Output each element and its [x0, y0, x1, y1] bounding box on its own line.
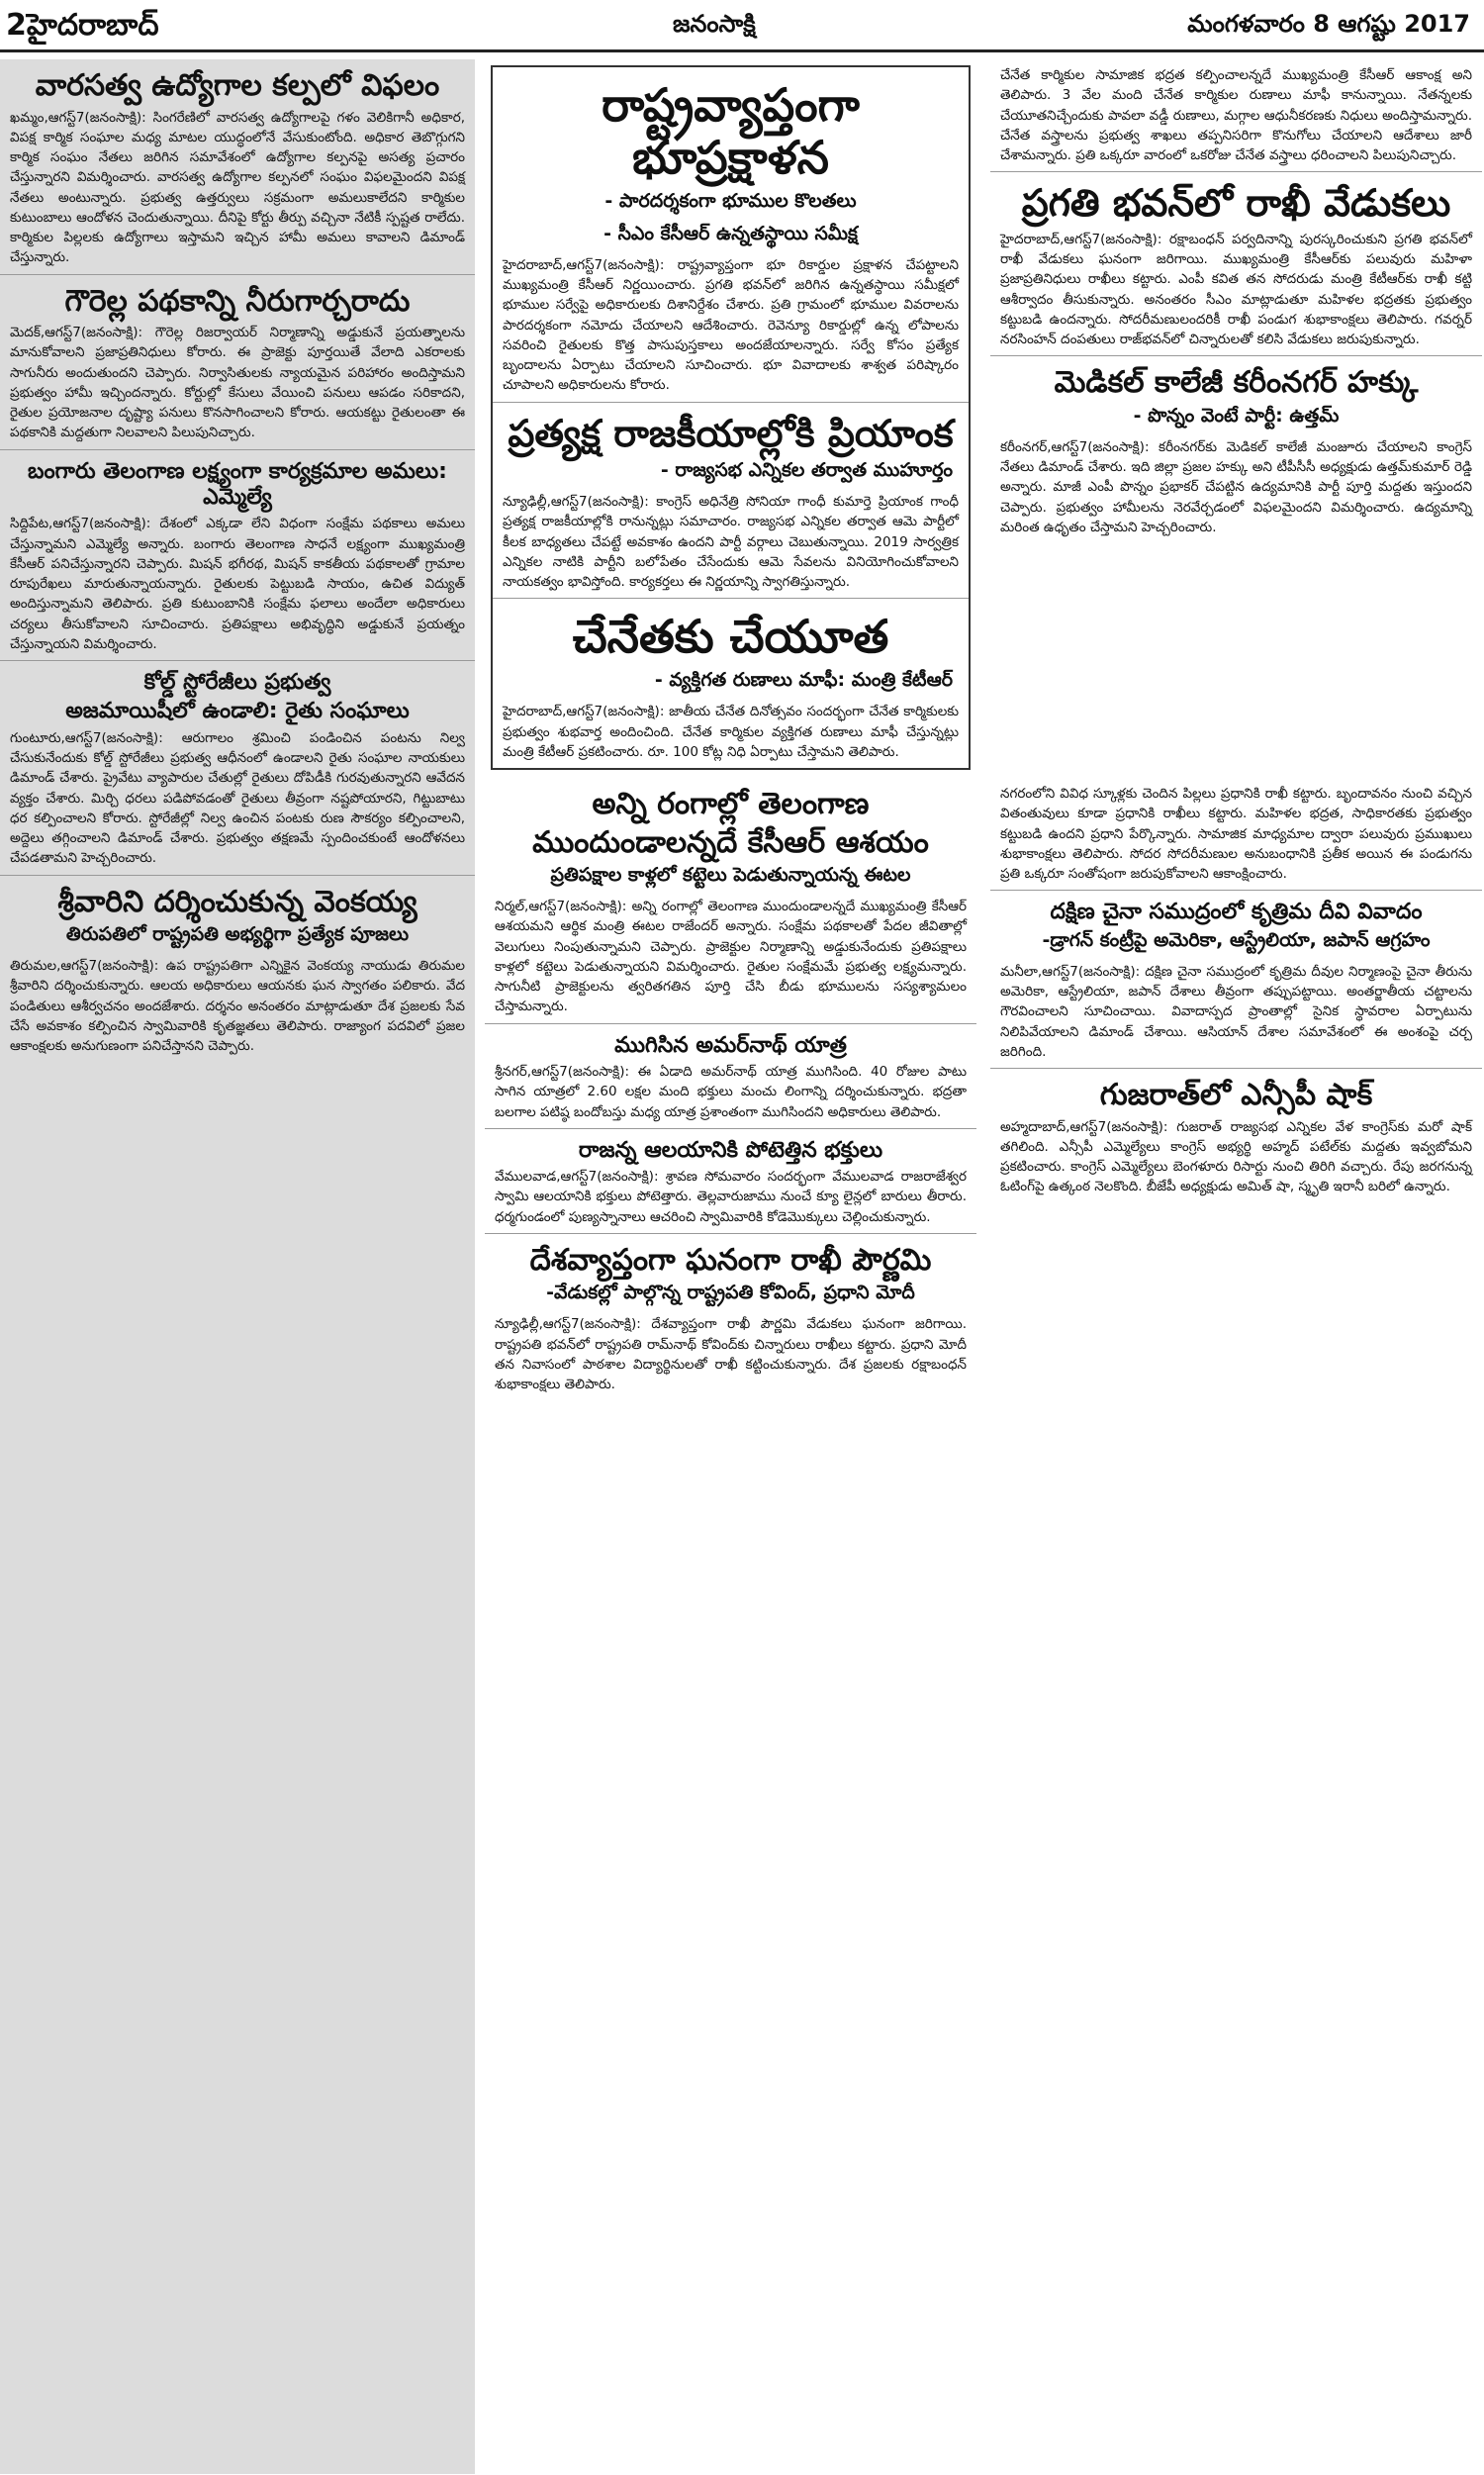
article-land-records [493, 67, 969, 402]
article-body: సిద్దిపేట,ఆగస్ట్7(జనంసాక్షి): దేశంలో ఎక్కడా లేని విధంగా సంక్షేమ పథకాలు అమలు చేస్తున్నామని ఎమ్మెల్యే అన్నారు. బంగారు తెలంగాణ సాధనే లక్ష్యంగా ముఖ్యమంత్రి కేసీఆర్ పనిచేస్తున్నారని చెప్పారు. మిషన్ భగీరథ, మిషన్ కాకతీయ పథకాలతో గ్రామాల రూపురేఖలు మారుతున్నాయన్నారు. రైతులకు పెట్టుబడి సాయం, ఉచిత విద్యుత్ అందిస్తున్నామని తెలిపారు. ప్రతి కుటుంబానికి సంక్షేమ ఫలాలు అందేలా అధికారులు చర్యలు తీసుకోవాలని సూచించారు. ప్రతిపక్షాలు అభివృద్ధిని అడ్డుకునే ప్రయత్నం చేస్తున్నాయని విమర్శించారు. [10, 516, 465, 652]
subhead: - పొన్నం వెంటే పార్టీ: ఉత్తమ్ [1133, 404, 1340, 427]
masthead [0, 0, 1484, 57]
headline: ముందుండాలన్నదే కేసీఆర్ ఆశయం [532, 824, 929, 860]
article-bangaru-telangana [0, 449, 475, 661]
subhead: తిరుపతిలో రాష్ట్రపతి అభ్యర్థిగా ప్రత్యేక పూజలు [65, 923, 410, 946]
article-body: హైదరాబాద్,ఆగస్ట్7(జనంసాక్షి): రక్షాబంధన్ పర్వదినాన్ని పురస్కరించుకుని ప్రగతి భవన్‌లో రాఖీ వేడుకలు ఘనంగా జరిగాయి. ముఖ్యమంత్రి కేసీఆర్‌కు పలువురు మహిళా ప్రజాప్రతినిధులు రాఖీలు కట్టారు. ఎంపీ కవిత తన సోదరుడు మంత్రి కేటీఆర్‌కు రాఖీ కట్టి ఆశీర్వాదం తీసుకున్నారు. అనంతరం సీఎం మాట్లాడుతూ మహిళల భద్రతకు ప్రభుత్వం కట్టుబడి ఉందన్నారు. సోదరీమణులందరికీ రాఖీ పండుగ శుభాకాంక్షలు తెలిపారు. గవర్నర్ నరసింహన్ దంపతులు రాజ్‌భవన్‌లో చిన్నారులతో కలిసి వేడుకలు జరుపుకున్నారు. [1000, 231, 1472, 348]
article-body: హైదరాబాద్,ఆగస్ట్7(జనంసాక్షి): రాష్ట్రవ్యాప్తంగా భూ రికార్డుల ప్రక్షాళన చేపట్టాలని ముఖ్యమంత్రి కేసీఆర్ నిర్ణయించారు. ప్రగతి భవన్‌లో జరిగిన ఉన్నతస్థాయి సమీక్షలో భూముల సర్వేపై అధికారులకు దిశానిర్దేశం చేశారు. ప్రతి గ్రామంలో భూముల వివరాలను పారదర్శకంగా నమోదు చేయాలని ఆదేశించారు. రెవెన్యూ రికార్డుల్లో ఉన్న లోపాలను సవరించి రైతులకు కొత్త పాసుపుస్తకాలు అందజేయాలన్నారు. సర్వే కోసం ప్రత్యేక బృందాలను ఏర్పాటు చేయాలని సూచించారు. భూ వివాదాలకు శాశ్వత పరిష్కారం చూపాలని అధికారులను కోరారు. [503, 256, 959, 394]
main-area [485, 59, 1482, 2474]
headline: అన్ని రంగాల్లో తెలంగాణ [592, 787, 870, 822]
headline: శ్రీవారిని దర్శించుకున్న వెంకయ్య [57, 884, 417, 919]
article-priyanka [493, 402, 969, 599]
article-body: నగరంలోని వివిధ స్కూళ్లకు చెందిన పిల్లలు ప్రధానికి రాఖీ కట్టారు. బృందావనం నుంచి వచ్చిన వితంతువులు కూడా ప్రధానికి రాఖీలు కట్టారు. మహిళల భద్రత, సాధికారతకు ప్రభుత్వం కట్టుబడి ఉందని ప్రధాని పేర్కొన్నారు. సామాజిక మాధ్యమాల ద్వారా పలువురు ప్రముఖులు శుభాకాంక్షలు తెలిపారు. సోదర సోదరీమణుల అనుబంధానికి ప్రతీక అయిన ఈ పండుగను ప్రతి ఒక్కరూ సంతోషంగా జరుపుకోవాలని ఆకాంక్షించారు. [1000, 786, 1472, 883]
paper-name: జనంసాక్షి [673, 10, 756, 38]
boxed-lead-stories [491, 65, 971, 770]
headline: ప్రత్యక్ష రాజకీయాల్లోకి ప్రియాంక [508, 411, 954, 455]
article-body: నిర్మల్,ఆగస్ట్7(జనంసాక్షి): అన్ని రంగాల్లో తెలంగాణ ముందుండాలన్నదే ముఖ్యమంత్రి కేసీఆర్ ఆశయమని ఆర్థిక మంత్రి ఈటల రాజేందర్ అన్నారు. సంక్షేమ పథకాలతో పేదల జీవితాల్లో వెలుగులు నింపుతున్నామని చెప్పారు. ప్రాజెక్టుల నిర్మాణాన్ని అడ్డుకునేందుకు ప్రతిపక్షాలు కాళ్లలో కట్టెలు పెడుతున్నాయని విమర్శించారు. రైతుల సంక్షేమమే ప్రభుత్వ లక్ష్యమన్నారు. సాగునీటి ప్రాజెక్టులను త్వరితగతిన పూర్తి చేసి బీడు భూములను సస్యశ్యామలం చేస్తామన్నారు. [495, 899, 967, 1015]
headline: రాజన్న ఆలయానికి పోటెత్తిన భక్తులు [578, 1137, 883, 1163]
article-hereditary-jobs [0, 59, 475, 274]
article-cold-storage [0, 660, 475, 875]
bottom-row [485, 778, 1482, 1400]
article-rakhi-nation [485, 1233, 976, 1401]
article-gujarat-ncp [990, 1068, 1482, 1203]
article-body: శ్రీనగర్,ఆగస్ట్7(జనంసాక్షి): ఈ ఏడాది అమర్‌నాథ్ యాత్ర ముగిసింది. 40 రోజుల పాటు సాగిన యాత్రలో 2.60 లక్షల మంది భక్తులు మంచు లింగాన్ని దర్శించుకున్నారు. భద్రతా బలగాల పటిష్ఠ బందోబస్తు మధ్య యాత్ర ప్రశాంతంగా ముగిసిందని అధికారులు తెలిపారు. [495, 1064, 967, 1120]
article-medical-college [990, 355, 1482, 543]
left-column [0, 59, 475, 2474]
article-body: మనీలా,ఆగస్ట్7(జనంసాక్షి): దక్షిణ చైనా సముద్రంలో కృత్రిమ దీవుల నిర్మాణంపై చైనా తీరును అమెరికా, ఆస్ట్రేలియా, జపాన్ దేశాలు తీవ్రంగా తప్పుపట్టాయి. అంతర్జాతీయ చట్టాలను గౌరవించాలని సూచించాయి. వివాదాస్పద ప్రాంతాల్లో సైనిక స్థావరాల ఏర్పాటును నిలిపివేయాలని డిమాండ్ చేశాయి. ఆసియాన్ దేశాల సమావేశంలో ఈ అంశంపై చర్చ జరిగింది. [1000, 963, 1472, 1060]
page-section: 2హైదరాబాద్ [6, 8, 159, 43]
top-left-stack [485, 59, 976, 778]
subhead: -వేడుకల్లో పాల్గొన్న రాష్ట్రపతి కోవింద్, ప్రధాని మోదీ [546, 1282, 915, 1304]
article-rajanna-temple [485, 1128, 976, 1233]
article-venkaiah-tirumala [0, 875, 475, 1063]
article-body: మెదక్,ఆగస్ట్7(జనంసాక్షి): గౌరెల్ల రిజర్వాయర్ నిర్మాణాన్ని అడ్డుకునే ప్రయత్నాలను మానుకోవాలని ప్రజాప్రతినిధులు కోరారు. ఈ ప్రాజెక్టు పూర్తయితే వేలాది ఎకరాలకు సాగునీరు అందుతుందని చెప్పారు. నిర్వాసితులకు న్యాయమైన పరిహారం అందిస్తామని ప్రభుత్వం హామీ ఇచ్చిందన్నారు. కోర్టుల్లో కేసులు వేయించి పనులు ఆపడం సరికాదని, రైతుల ప్రయోజనాల దృష్ట్యా పనులు కొనసాగించాలని కోరారు. ఆయకట్టు రైతులంతా ఈ పథకానికి మద్దతుగా నిలవాలని పిలుపునిచ్చారు. [10, 325, 465, 441]
article-south-china-sea [990, 890, 1482, 1068]
headline-top: కోల్డ్ స్టోరేజీలు ప్రభుత్వ [143, 670, 331, 696]
article-body: కరీంనగర్,ఆగస్ట్7(జనంసాక్షి): కరీంనగర్‌కు మెడికల్ కాలేజీ మంజూరు చేయాలని కాంగ్రెస్ నేతలు డిమాండ్ చేశారు. ఇది జిల్లా ప్రజల హక్కు అని టీపీసీసీ అధ్యక్షుడు ఉత్తమ్‌కుమార్ రెడ్డి అన్నారు. మాజీ ఎంపీ పొన్నం ప్రభాకర్ చేపట్టిన ఉద్యమానికి పార్టీ పూర్తి మద్దతు ఇస్తుందని చెప్పారు. ప్రభుత్వం హామీలను నెరవేర్చడంలో విఫలమైందని విమర్శించారు. ఉద్యమాన్ని మరింత ఉధృతం చేస్తామని హెచ్చరించారు. [1000, 438, 1472, 535]
article-body: చేనేత కార్మికుల సామాజిక భద్రత కల్పించాలన్నదే ముఖ్యమంత్రి కేసీఆర్ ఆకాంక్ష అని తెలిపారు. 3 వేల మంది చేనేత కార్మికుల రుణాలు మాఫీ కానున్నాయి. నేతన్నలకు చేయూతనిచ్చేందుకు పావలా వడ్డీ రుణాలు, మగ్గాల ఆధునీకరణకు నిధులు అందిస్తామన్నారు. చేనేత వస్త్రాలను ప్రభుత్వ శాఖలు తప్పనిసరిగా కొనుగోలు చేయాలని ఆదేశాలు జారీ చేశామన్నారు. ప్రతి ఒక్కరూ వారంలో ఒకరోజు చేనేత వస్త్రాలు ధరించాలని పిలుపునిచ్చారు. [1000, 67, 1472, 163]
article-body: న్యూఢిల్లీ,ఆగస్ట్7(జనంసాక్షి): కాంగ్రెస్ అధినేత్రి సోనియా గాంధీ కుమార్తె ప్రియాంక గాంధీ ప్రత్యక్ష రాజకీయాల్లోకి రానున్నట్లు సమాచారం. రాజ్యసభ ఎన్నికల తర్వాత ఆమె పార్టీలో కీలక బాధ్యతలు చేపట్టే అవకాశం ఉందని పార్టీ వర్గాలు చెబుతున్నాయి. 2019 సార్వత్రిక ఎన్నికల నాటికి పార్టీని బలోపేతం చేసేందుకు ఆమె సేవలను వినియోగించుకోవాలని నాయకత్వం భావిస్తోంది. కార్యకర్తలు ఈ నిర్ణయాన్ని స్వాగతిస్తున్నారు. [503, 494, 959, 591]
article-handloom-cont [990, 59, 1482, 171]
article-kcr-vision [485, 778, 976, 1023]
article-body: గుంటూరు,ఆగస్ట్7(జనంసాక్షి): ఆరుగాలం శ్రమించి పండించిన పంటను నిల్వ చేసుకునేందుకు కోల్డ్ స్టోరేజీలు ప్రభుత్వ ఆధీనంలో ఉండాలని రైతు సంఘాల నాయకులు డిమాండ్ చేశారు. ప్రైవేటు వ్యాపారుల చేతుల్లో రైతులు దోపిడీకి గురవుతున్నారని ఆవేదన వ్యక్తం చేశారు. మిర్చి ధరలు పడిపోవడంతో రైతులు తీవ్రంగా నష్టపోయారని, గిట్టుబాటు ధర కల్పించాలని కోరారు. స్టోరేజీల్లో నిల్వ ఉంచిన పంటకు రుణ సౌకర్యం కల్పించాలని, అద్దెలు తగ్గించాలని డిమాండ్ చేశారు. ప్రభుత్వం తక్షణమే స్పందించకుంటే ఆందోళనలు చేపడతామని హెచ్చరించారు. [10, 729, 465, 867]
headline: ప్రగతి భవన్‌లో రాఖీ వేడుకలు [1021, 181, 1451, 226]
top-row [485, 59, 1482, 778]
article-amarnath [485, 1023, 976, 1128]
article-body: అహ్మదాబాద్,ఆగస్ట్7(జనంసాక్షి): గుజరాత్ రాజ్యసభ ఎన్నికల వేళ కాంగ్రెస్‌కు మరో షాక్ తగిలింది. ఎన్సీపీ ఎమ్మెల్యేలు కాంగ్రెస్ అభ్యర్థి అహ్మద్ పటేల్‌కు మద్దతు ఇవ్వబోమని ప్రకటించారు. కాంగ్రెస్ ఎమ్మెల్యేలు బెంగళూరు రిసార్టు నుంచి తిరిగి వచ్చారు. రేపు జరగనున్న ఓటింగ్‌పై ఉత్కంఠ నెలకొంది. బీజేపీ అధ్యక్షుడు అమిత్ షా, స్మృతి ఇరానీ బరిలో ఉన్నారు. [1000, 1118, 1472, 1195]
headline: దేశవ్యాప్తంగా ఘనంగా రాఖీ పౌర్ణమి [529, 1242, 932, 1278]
headline: రాష్ట్రవ్యాప్తంగా భూప్రక్షాళన [602, 78, 860, 184]
headline: అజమాయిషీలో ఉండాలి: రైతు సంఘాలు [65, 699, 410, 724]
subhead: - సీఎం కేసీఆర్ ఉన్నతస్థాయి సమీక్ష [603, 222, 858, 244]
subhead: -డ్రాగన్ కంట్రీపై అమెరికా, ఆస్ట్రేలియా, జపాన్ ఆగ్రహం [1042, 928, 1431, 951]
headline: మెడికల్ కాలేజీ కరీంనగర్ హక్కు [1054, 365, 1419, 401]
article-body: హైదరాబాద్,ఆగస్ట్7(జనంసాక్షి): జాతీయ చేనేత దినోత్సవం సందర్భంగా చేనేత కార్మికులకు ప్రభుత్వం శుభవార్త అందించింది. చేనేత కార్మికుల వ్యక్తిగత రుణాలు మాఫీ చేస్తున్నట్లు మంత్రి కేటీఆర్ ప్రకటించారు. రూ. 100 కోట్ల నిధి ఏర్పాటు చేస్తామని తెలిపారు. [503, 704, 959, 760]
article-body: న్యూఢిల్లీ,ఆగస్ట్7(జనంసాక్షి): దేశవ్యాప్తంగా రాఖీ పౌర్ణమి వేడుకలు ఘనంగా జరిగాయి. రాష్ట్రపతి భవన్‌లో రాష్ట్రపతి రామ్‌నాథ్ కోవింద్‌కు చిన్నారులు రాఖీలు కట్టారు. ప్రధాని మోదీ తన నివాసంలో పాఠశాల విద్యార్థినులతో రాఖీ కట్టించుకున్నారు. దేశ ప్రజలకు రక్షాబంధన్ శుభాకాంక్షలు తెలిపారు. [495, 1316, 967, 1393]
bottom-left-stack [485, 778, 976, 1400]
subhead: - వ్యక్తిగత రుణాలు మాఫీ: మంత్రి కేటీఆర్ [654, 669, 953, 692]
bottom-right-stack [990, 778, 1482, 1400]
article-body: వేములవాడ,ఆగస్ట్7(జనంసాక్షి): శ్రావణ సోమవారం సందర్భంగా వేములవాడ రాజరాజేశ్వర స్వామి ఆలయానికి భక్తులు పోటెత్తారు. తెల్లవారుజాము నుంచే క్యూ లైన్లలో బారులు తీరారు. ధర్మగుండంలో పుణ్యస్నానాలు ఆచరించి స్వామివారికి కోడెమొక్కులు చెల్లించుకున్నారు. [495, 1169, 967, 1225]
headline: చేనేతకు చేయూత [572, 610, 889, 664]
headline: వారసత్వ ఉద్యోగాల కల్పలో విఫలం [35, 68, 440, 103]
headline: గౌరెల్ల పథకాన్ని నీరుగార్చరాదు [64, 283, 411, 319]
article-rakhi-pragathi [990, 171, 1482, 355]
subhead: ప్రతిపక్షాల కాళ్లలో కట్టెలు పెడుతున్నాయన్న ఈటల [550, 864, 911, 887]
headline: బంగారు తెలంగాణ లక్ష్యంగా కార్యక్రమాల అమలు: ఎమ్మెల్యే [28, 458, 447, 510]
article-gourelli-scheme [0, 274, 475, 449]
headline: గుజరాత్‌లో ఎన్సీపీ షాక్ [1099, 1078, 1373, 1112]
masthead-rule [0, 49, 1484, 52]
article-body: ఖమ్మం,ఆగస్ట్7(జనంసాక్షి): సింగరేణిలో వారసత్వ ఉద్యోగాలపై గళం వెలికిగానీ అధికార, విపక్ష కార్మిక సంఘాల మధ్య మాటల యుద్ధంలోనే వేసుకుంటోంది. అధికార తెబొగ్గుగని కార్మిక సంఘం నేతలు జరిగిన సమావేశంలో ఉద్యోగాల కల్పనపై అసత్య ప్రచారం చేస్తున్నారని విమర్శించారు. వారసత్వ ఉద్యోగాల కల్పనలో సంఘం విఫలమైందని విపక్ష నేతలు అంటున్నారు. ప్రభుత్వ ఉత్తర్వులు సక్రమంగా అమలుకాలేదని కార్మికుల కుటుంబాలు ఆందోళన చెందుతున్నాయి. దీనిపై కోర్టు తీర్పు వచ్చినా నేటికీ స్పష్టత రాలేదు. కార్మికుల పిల్లలకు ఉద్యోగాలు ఇస్తామని ఇచ్చిన హామీ అమలు కావాలని డిమాండ్ చేస్తున్నారు. [10, 109, 465, 266]
article-rakhi-cont [990, 778, 1482, 890]
subhead: - రాజ్యసభ ఎన్నికల తర్వాత ముహూర్తం [660, 459, 953, 482]
issue-date: మంగళవారం 8 ఆగష్టు 2017 [1187, 10, 1470, 38]
article-body: తిరుమల,ఆగస్ట్7(జనంసాక్షి): ఉప రాష్ట్రపతిగా ఎన్నికైన వెంకయ్య నాయుడు తిరుమల శ్రీవారిని దర్శించుకున్నారు. ఆలయ అధికారులు ఆయనకు ఘన స్వాగతం పలికారు. వేద పండితులు ఆశీర్వచనం అందజేశారు. దర్శనం అనంతరం మాట్లాడుతూ దేశ ప్రజలకు సేవ చేసే అవకాశం కల్పించిన స్వామివారికి కృతజ్ఞతలు తెలిపారు. రాజ్యాంగ పదవిలో ప్రజల ఆకాంక్షలకు అనుగుణంగా పనిచేస్తానని చెప్పారు. [10, 958, 465, 1055]
article-handloom [493, 598, 969, 768]
top-right-stack [990, 59, 1482, 778]
subhead: - పారదర్శకంగా భూముల కొలతలు [604, 189, 857, 212]
headline: దక్షిణ చైనా సముద్రంలో కృత్రిమ దీవి వివాదం [1050, 900, 1423, 925]
headline: ముగిసిన అమర్‌నాథ్ యాత్ర [614, 1032, 847, 1058]
